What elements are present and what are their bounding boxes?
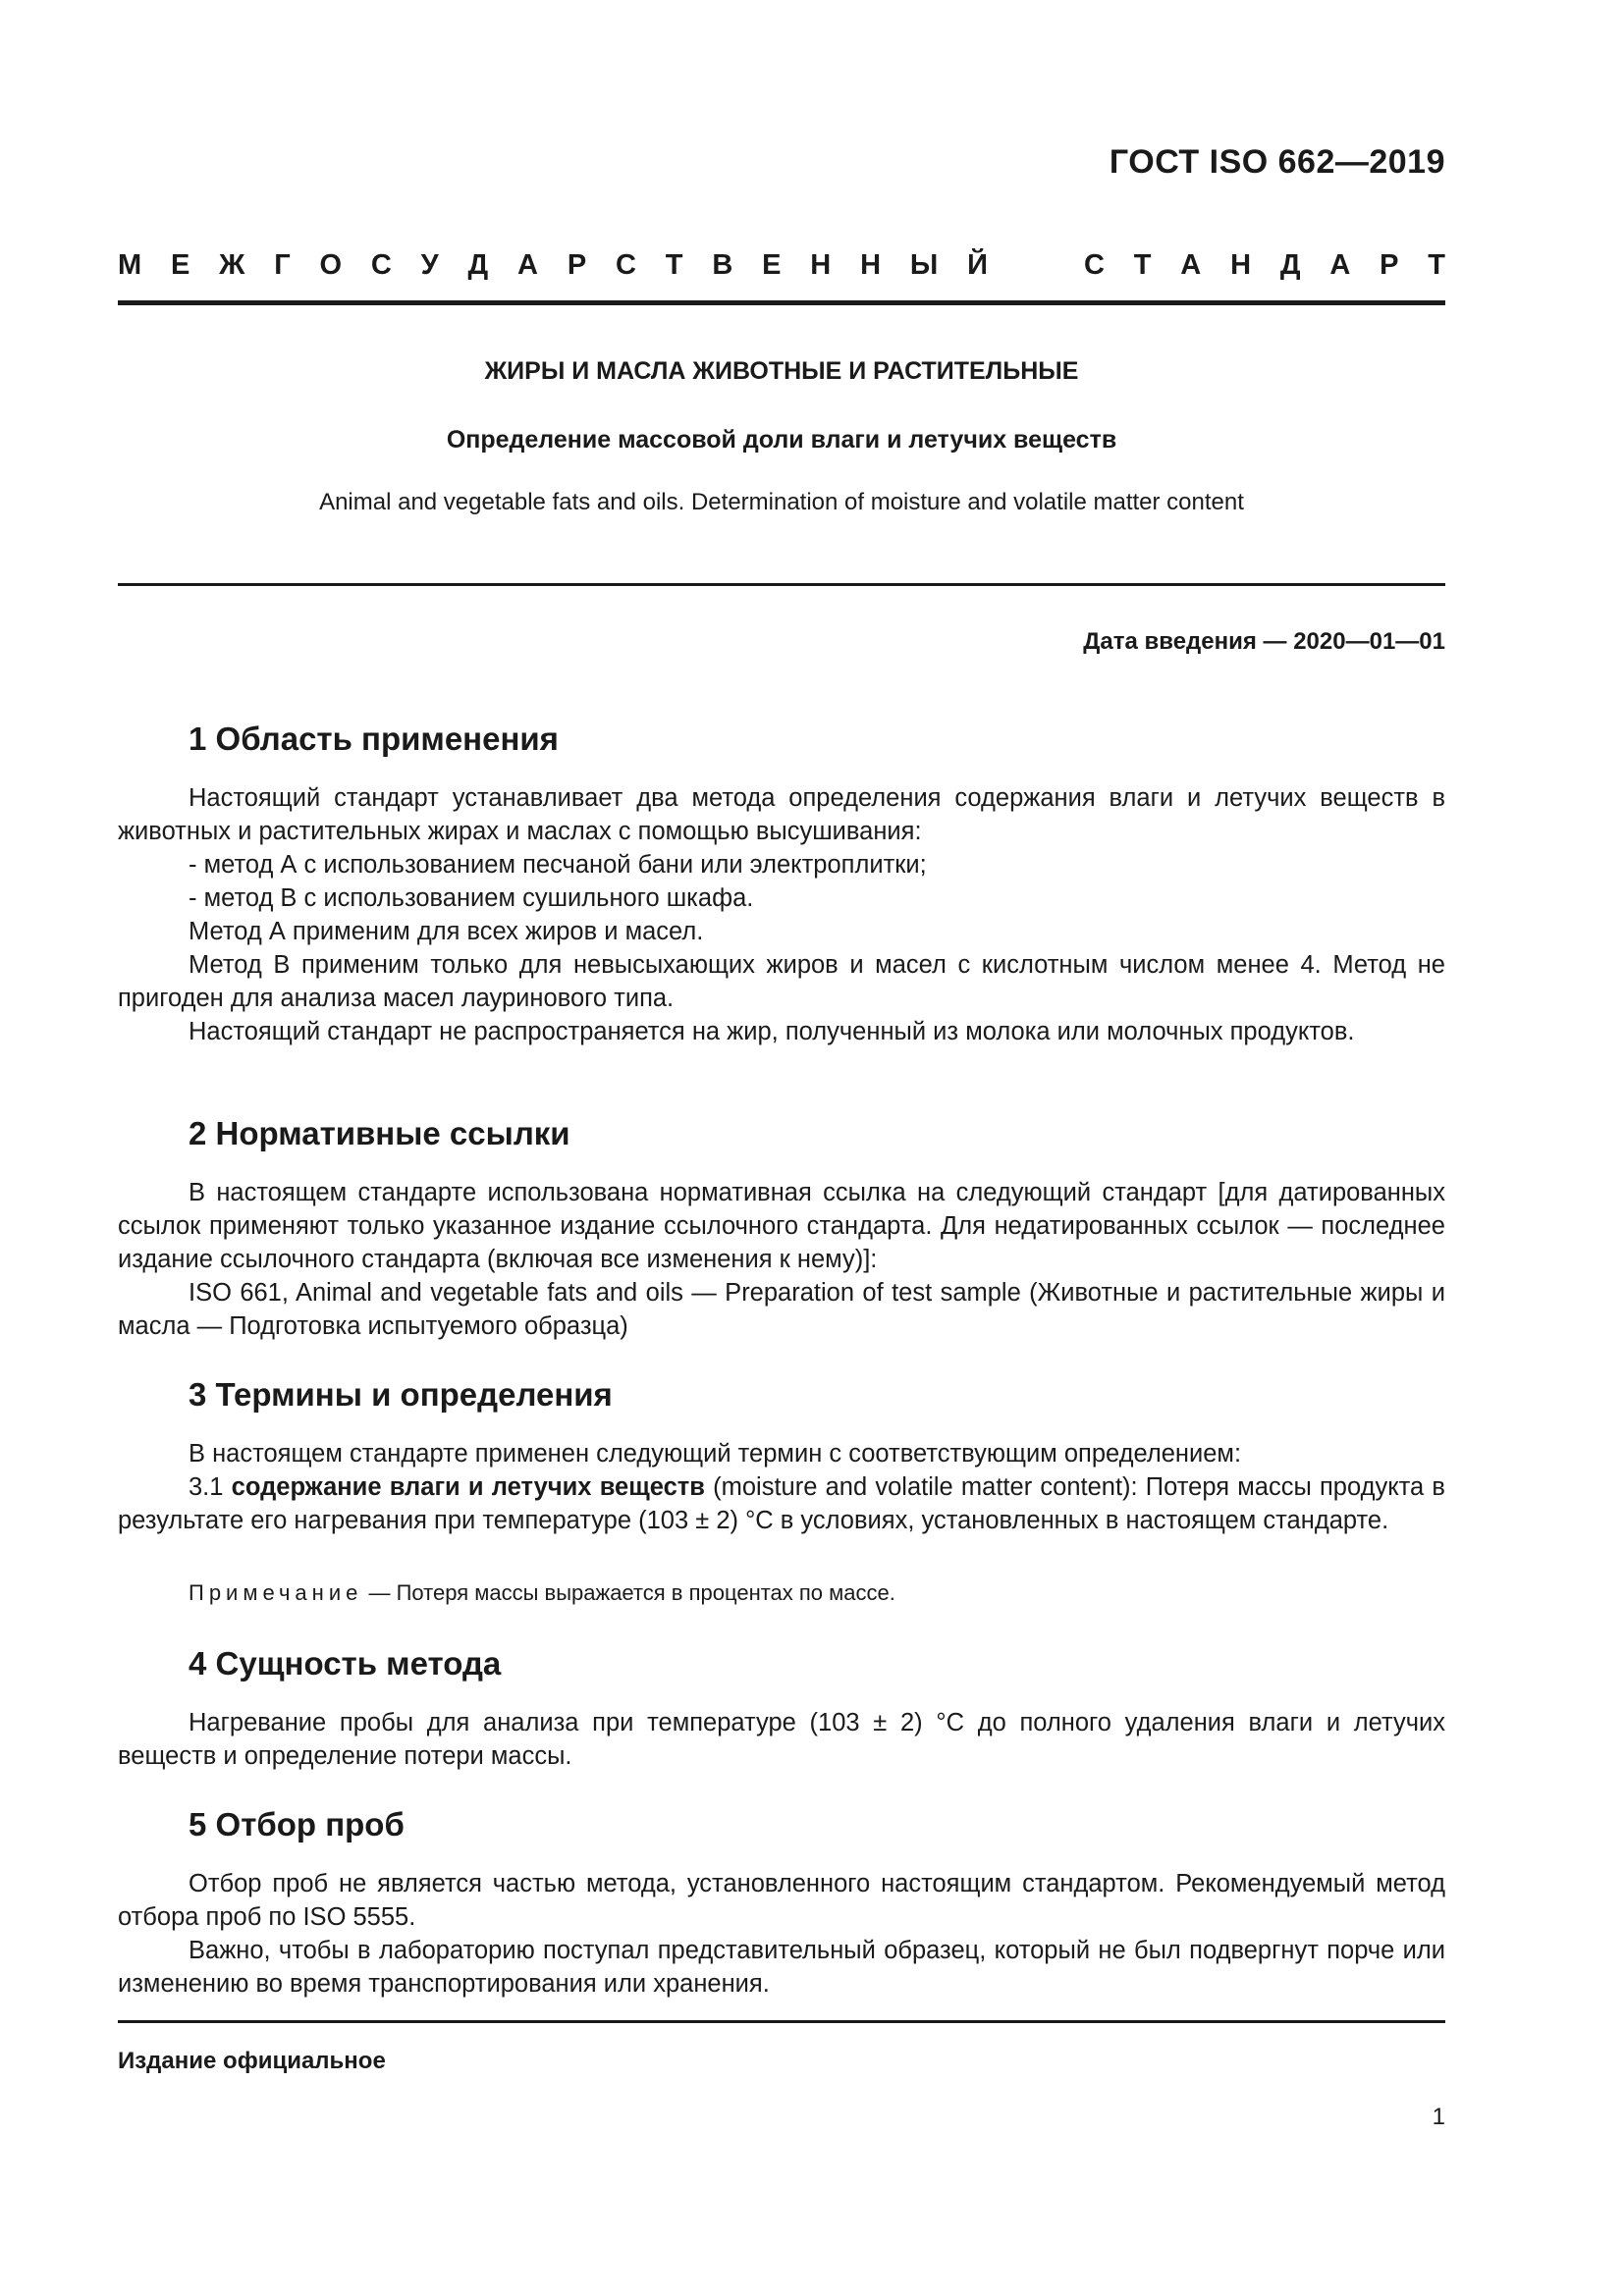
note: [189, 1580, 895, 1606]
banner-word-standard: [1084, 249, 1445, 282]
section-5-paragraph: Отбор проб не является частью метода, установленного настоящим стандартом. Рекомендуемый метод отбора проб по ISO 5555.: [118, 1870, 1445, 1931]
banner-letter: Г: [274, 249, 291, 281]
banner-letter: Т: [1133, 249, 1152, 281]
banner-letter: Н: [1230, 249, 1252, 281]
section-1-heading: 1 Область применения: [189, 721, 559, 757]
banner-letter: Д: [467, 249, 489, 281]
term-name: содержание влаги и летучих веществ: [231, 1473, 705, 1501]
document-number: ГОСТ ISO 662—2019: [1109, 143, 1445, 181]
banner-letter: Н: [860, 249, 882, 281]
banner-letter: Р: [1380, 249, 1399, 281]
term-definition: [118, 1470, 1445, 1537]
title-rule: [118, 583, 1445, 586]
banner-letter: Е: [171, 249, 190, 281]
banner-letter: Е: [762, 249, 782, 281]
note-text: — Потеря массы выражается в процентах по массе.: [368, 1580, 895, 1605]
banner-letter: Н: [810, 249, 832, 281]
banner-letter: Й: [967, 249, 988, 281]
banner-letter: Р: [567, 249, 587, 281]
note-label: Примечание: [189, 1580, 363, 1605]
banner-letter: А: [1180, 249, 1202, 281]
banner-letter: С: [616, 249, 636, 281]
introduction-date: Дата введения — 2020—01—01: [1083, 628, 1445, 655]
interstate-standard-banner: [118, 249, 1445, 282]
section-2-paragraph: В настоящем стандарте использована нормативная ссылка на следующий стандарт [для датированных ссылок применяют только указанное издание ссылочного стандарта. Для недатированных ссылок — последнее издание ссылочного стандарта (включая все изменения к нему)]:: [118, 1179, 1445, 1273]
section-4-heading: 4 Сущность метода: [189, 1645, 502, 1682]
section-2-heading: 2 Нормативные ссылки: [189, 1115, 570, 1151]
banner-letter: Д: [1279, 249, 1301, 281]
banner-letter: М: [118, 249, 142, 281]
section-1-paragraph: Метод А применим для всех жиров и масел.: [189, 918, 704, 945]
banner-letter: В: [712, 249, 733, 281]
banner-letter: А: [517, 249, 538, 281]
banner-letter: Т: [1428, 249, 1445, 281]
banner-letter: С: [370, 249, 392, 281]
term-text: (moisture and volatile matter content): Потеря массы продукта в результате его нагревания при температуре (103 ± 2) °С в условиях, установленных в настоящем стандарте.: [118, 1473, 1445, 1534]
section-1-paragraph: Настоящий стандарт не распространяется на жир, полученный из молока или молочных продуктов.: [189, 1018, 1355, 1045]
banner-letter: С: [1084, 249, 1105, 281]
section-1-list-item: - метод А с использованием песчаной бани или электроплитки;: [189, 851, 927, 879]
banner-letter: О: [319, 249, 343, 281]
section-4-paragraph: Нагревание пробы для анализа при температуре (103 ± 2) °С до полного удаления влаги и летучих веществ и определение потери массы.: [118, 1709, 1445, 1770]
section-5-heading: 5 Отбор проб: [189, 1806, 405, 1842]
section-1-list-item: - метод В с использованием сушильного шкафа.: [189, 884, 754, 912]
title-english: Animal and vegetable fats and oils. Determination of moisture and volatile matter content: [319, 489, 1244, 515]
section-2-paragraph: ISO 661, Animal and vegetable fats and oils — Preparation of test sample (Животные и растительные жиры и масла — Подготовка испытуемого образца): [118, 1279, 1445, 1340]
banner-letter: У: [420, 249, 439, 281]
official-edition-label: Издание официальное: [118, 2048, 386, 2074]
title-main: ЖИРЫ И МАСЛА ЖИВОТНЫЕ И РАСТИТЕЛЬНЫЕ: [484, 357, 1079, 385]
banner-letter: Ы: [909, 249, 939, 281]
section-5-paragraph: Важно, чтобы в лабораторию поступал представительный образец, который не был подвергнут порче или изменению во время транспортирования или хранения.: [118, 1937, 1445, 1998]
banner-letter: А: [1329, 249, 1351, 281]
header-rule: [118, 300, 1445, 305]
section-1-paragraph: Метод В применим только для невысыхающих жиров и масел с кислотным числом менее 4. Метод не пригоден для анализа масел лауринового типа.: [118, 951, 1445, 1012]
section-3-paragraph: В настоящем стандарте применен следующий термин с соответствующим определением:: [189, 1440, 1242, 1468]
banner-word-interstate: [118, 249, 988, 282]
footer-rule: [118, 2020, 1445, 2023]
section-3-heading: 3 Термины и определения: [189, 1376, 613, 1413]
page-number: 1: [1432, 2104, 1445, 2130]
term-number: 3.1: [189, 1473, 224, 1501]
title-sub: Определение массовой доли влаги и летучих веществ: [446, 426, 1117, 454]
section-1-paragraph: Настоящий стандарт устанавливает два метода определения содержания влаги и летучих веществ в животных и растительных жирах и маслах с помощью высушивания:: [118, 784, 1445, 845]
banner-letter: Ж: [219, 249, 245, 281]
banner-letter: Т: [665, 249, 683, 281]
